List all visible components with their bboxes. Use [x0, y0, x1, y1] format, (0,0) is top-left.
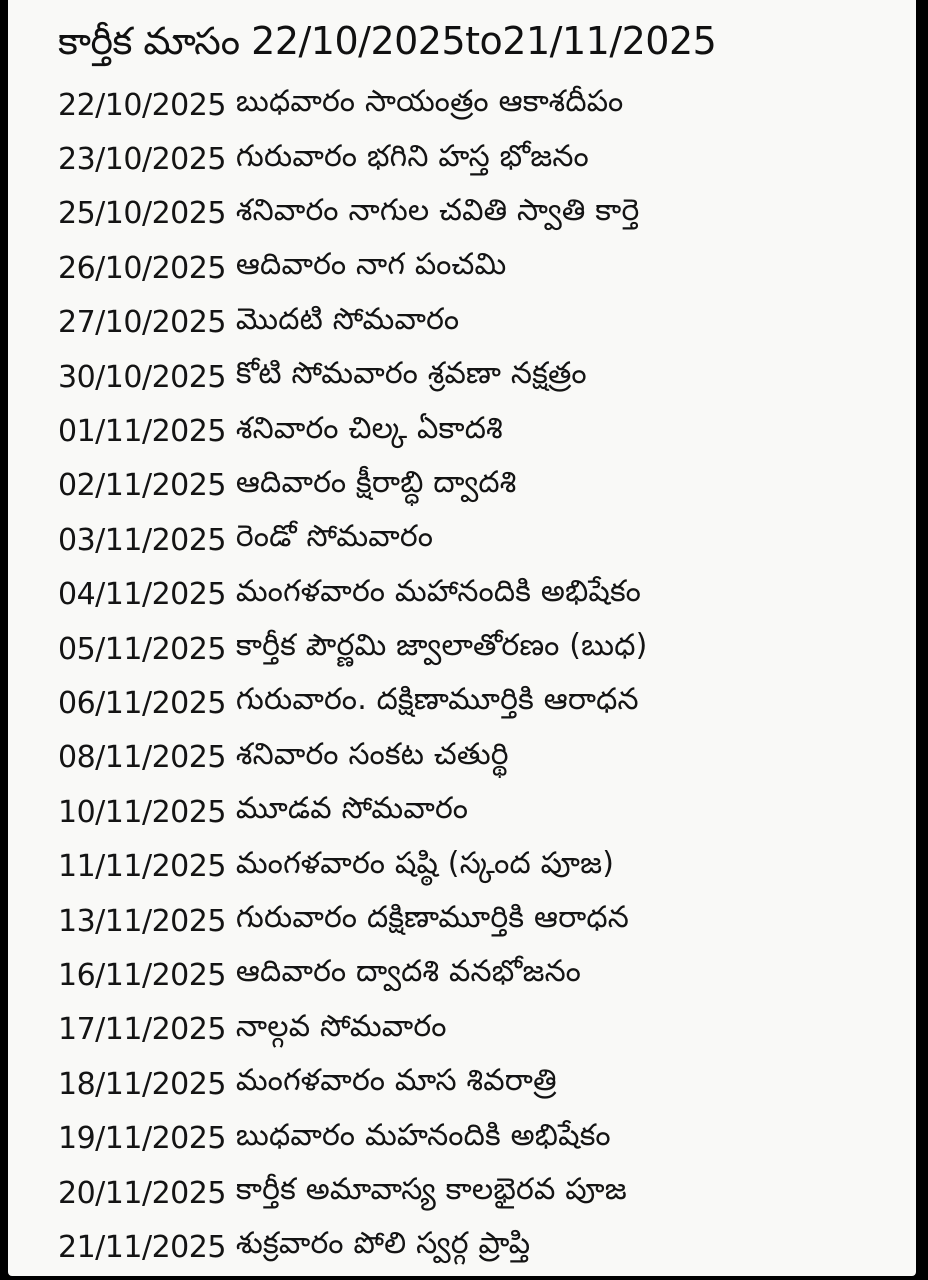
list-item — [58, 676, 908, 730]
event-description: గురువారం. దక్షిణామూర్తికి ఆరాధన — [235, 682, 639, 718]
list-item — [58, 296, 908, 350]
event-description: శనివారం నాగుల చవితి స్వాతి కార్తె — [235, 192, 640, 228]
list-item — [58, 1003, 908, 1057]
list-item — [58, 513, 908, 567]
event-description: గురువారం దక్షిణామూర్తికి ఆరాధన — [235, 900, 630, 936]
list-item — [58, 241, 908, 295]
event-date: 08/11/2025 — [58, 740, 226, 776]
festival-list — [58, 78, 908, 1275]
event-description: గురువారం భగిని హస్త భోజనం — [235, 138, 589, 174]
event-date: 16/11/2025 — [58, 957, 226, 993]
event-description: మంగళవారం మహానందికి అభిషేకం — [235, 573, 642, 609]
event-date: 18/11/2025 — [58, 1066, 226, 1102]
list-item — [58, 1057, 908, 1111]
event-date: 21/11/2025 — [58, 1229, 226, 1265]
list-item — [58, 839, 908, 893]
event-date: 06/11/2025 — [58, 685, 226, 721]
list-item — [58, 350, 908, 404]
event-description: కోటి సోమవారం శ్రవణా నక్షత్రం — [235, 356, 587, 392]
list-item — [58, 1166, 908, 1220]
list-item — [58, 1220, 908, 1274]
event-date: 02/11/2025 — [58, 468, 226, 504]
event-description: శనివారం సంకట చతుర్థి — [235, 736, 509, 772]
event-description: శనివారం చిల్క ఏకాదశి — [235, 410, 503, 446]
list-item — [58, 1111, 908, 1165]
event-date: 13/11/2025 — [58, 903, 226, 939]
event-description: మంగళవారం షష్ఠి (స్కంద పూజ) — [235, 845, 615, 881]
event-date: 11/11/2025 — [58, 849, 226, 885]
list-item — [58, 459, 908, 513]
event-date: 25/10/2025 — [58, 196, 226, 232]
list-item — [58, 404, 908, 458]
event-date: 26/10/2025 — [58, 250, 226, 286]
event-description: మొదటి సోమవారం — [235, 301, 460, 337]
event-description: రెండో సోమవారం — [235, 519, 434, 555]
list-item — [58, 731, 908, 785]
document-title: కార్తీక మాసం 22/10/2025to21/11/2025 — [58, 19, 717, 63]
event-date: 17/11/2025 — [58, 1012, 226, 1048]
list-item — [58, 568, 908, 622]
event-description: బుధవారం మహనందికి అభిషేకం — [235, 1117, 611, 1153]
event-date: 05/11/2025 — [58, 631, 226, 667]
list-item — [58, 622, 908, 676]
event-description: మూడవ సోమవారం — [235, 791, 469, 827]
event-date: 04/11/2025 — [58, 577, 226, 613]
list-item — [58, 78, 908, 132]
event-description: కార్తీక పౌర్ణమి జ్వాలాతోరణం (బుధ) — [235, 628, 648, 664]
event-description: నాల్గవ సోమవారం — [235, 1008, 447, 1044]
calendar-document — [8, 0, 916, 1276]
event-date: 22/10/2025 — [58, 87, 226, 123]
event-date: 23/10/2025 — [58, 142, 226, 178]
event-description: మంగళవారం మాస శివరాత్రి — [235, 1063, 557, 1099]
event-description: కార్తీక అమావాస్య కాలభైరవ పూజ — [235, 1172, 627, 1207]
event-description: శుక్రవారం పోలి స్వర్గ ప్రాప్తి — [235, 1226, 531, 1262]
event-description: ఆదివారం నాగ పంచమి — [235, 247, 507, 283]
event-date: 10/11/2025 — [58, 794, 226, 830]
list-item — [58, 948, 908, 1002]
list-item — [58, 785, 908, 839]
event-description: ఆదివారం ద్వాదశి వనభోజనం — [235, 954, 582, 990]
list-item — [58, 187, 908, 241]
event-date: 03/11/2025 — [58, 522, 226, 558]
event-date: 27/10/2025 — [58, 305, 226, 341]
list-item — [58, 132, 908, 186]
event-date: 20/11/2025 — [58, 1175, 226, 1211]
event-description: బుధవారం సాయంత్రం ఆకాశదీపం — [235, 84, 624, 120]
event-date: 19/11/2025 — [58, 1121, 226, 1157]
event-description: ఆదివారం క్షీరాబ్ధి ద్వాదశి — [235, 464, 517, 500]
event-date: 01/11/2025 — [58, 414, 226, 450]
list-item — [58, 894, 908, 948]
event-date: 30/10/2025 — [58, 359, 226, 395]
